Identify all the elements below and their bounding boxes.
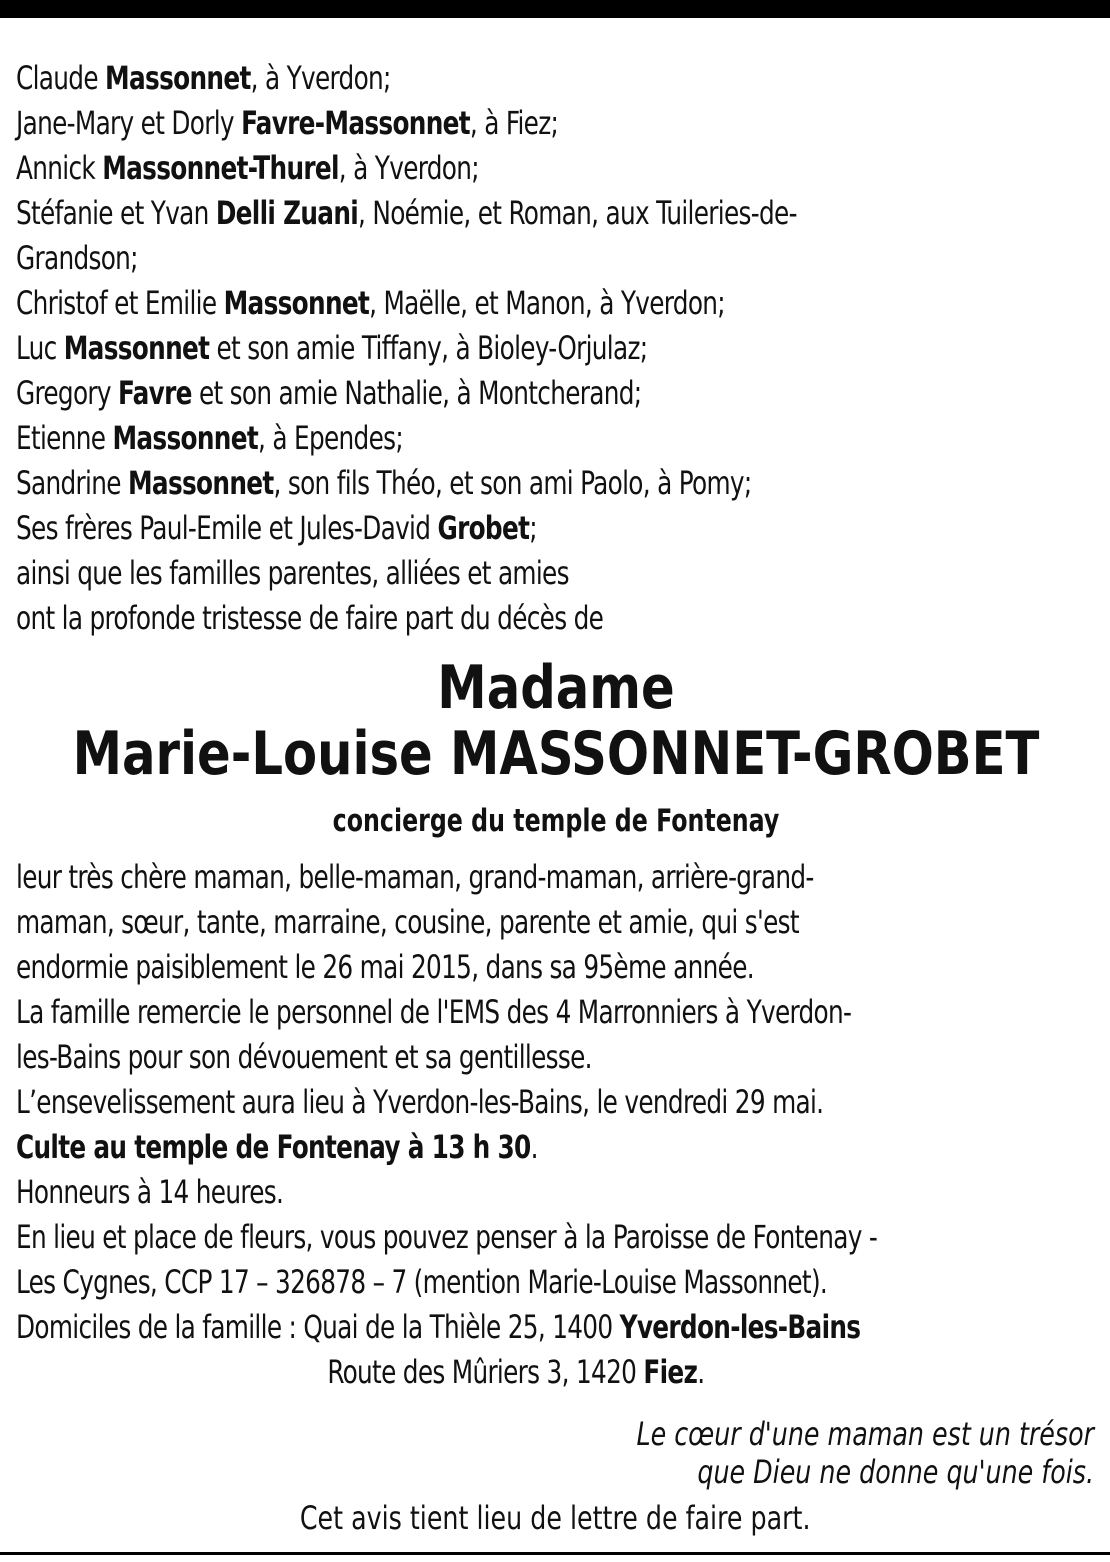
family-line bbox=[16, 596, 945, 641]
family-line bbox=[16, 461, 945, 506]
body-line bbox=[16, 855, 945, 900]
deceased-title bbox=[16, 655, 1096, 787]
emphasized-text: Massonnet bbox=[112, 419, 259, 457]
notice-body bbox=[16, 855, 1096, 1395]
text-segment: , à Fiez; bbox=[469, 104, 559, 142]
text-segment: Christof et Emilie bbox=[16, 284, 224, 322]
family-line bbox=[16, 551, 945, 596]
family-line bbox=[16, 326, 945, 371]
family-line bbox=[16, 191, 945, 236]
text-segment: , Maëlle, et Manon, à Yverdon; bbox=[369, 284, 725, 322]
top-border bbox=[0, 0, 1110, 18]
text-segment: endormie paisiblement le 26 mai 2015, dans sa 95ème année. bbox=[16, 948, 754, 986]
body-line bbox=[16, 1305, 945, 1350]
deceased-name: Marie-Louise MASSONNET-GROBET bbox=[72, 719, 1040, 789]
text-segment: , à Ependes; bbox=[258, 419, 404, 457]
text-segment: ont la profonde tristesse de faire part du décès de bbox=[16, 599, 604, 637]
deceased-role: concierge du temple de Fontenay bbox=[332, 803, 780, 839]
body-line bbox=[16, 945, 945, 990]
text-segment: Gregory bbox=[16, 374, 119, 412]
text-segment: les-Bains pour son dévouement et sa gentillesse. bbox=[16, 1038, 592, 1076]
body-line bbox=[16, 1215, 945, 1260]
emphasized-text: Massonnet-Thurel bbox=[102, 149, 339, 187]
text-segment: Domiciles de la famille : Quai de la Thièle 25, 1400 bbox=[16, 1308, 620, 1346]
text-segment: . bbox=[530, 1128, 538, 1166]
text-segment: Annick bbox=[16, 149, 103, 187]
family-line bbox=[16, 416, 945, 461]
text-segment: , à Yverdon; bbox=[250, 59, 391, 97]
text-segment: leur très chère maman, belle-maman, grand-maman, arrière-grand- bbox=[16, 858, 814, 896]
text-segment: Etienne bbox=[16, 419, 113, 457]
emphasized-text: Massonnet bbox=[105, 59, 251, 97]
text-segment: maman, sœur, tante, marraine, cousine, parente et amie, qui s'est bbox=[16, 903, 799, 941]
family-list bbox=[16, 56, 1096, 641]
body-line bbox=[16, 1350, 945, 1395]
body-line bbox=[16, 900, 945, 945]
family-line bbox=[16, 56, 945, 101]
text-segment: Jane-Mary et Dorly bbox=[16, 104, 242, 142]
emphasized-text: Favre-Massonnet bbox=[241, 104, 470, 142]
family-line bbox=[16, 101, 945, 146]
body-line bbox=[16, 1080, 945, 1125]
text-segment: et son amie Nathalie, à Montcherand; bbox=[191, 374, 642, 412]
text-segment: Stéfanie et Yvan bbox=[16, 194, 216, 232]
text-segment: Ses frères Paul-Emile et Jules-David bbox=[16, 509, 438, 547]
quote-line-1: Le cœur d'une maman est un trésor bbox=[636, 1415, 1094, 1453]
text-segment: ; bbox=[529, 509, 537, 547]
text-segment: , son fils Théo, et son ami Paolo, à Pomy; bbox=[273, 464, 752, 502]
text-segment: L’ensevelissement aura lieu à Yverdon-les-Bains, le vendredi 29 mai. bbox=[16, 1083, 824, 1121]
family-line bbox=[16, 371, 945, 416]
obituary-notice bbox=[16, 56, 1096, 1491]
text-segment: , à Yverdon; bbox=[338, 149, 479, 187]
emphasized-text: Fiez bbox=[643, 1353, 698, 1391]
text-segment: . bbox=[697, 1353, 705, 1391]
text-segment: La famille remercie le personnel de l'EMS des 4 Marronniers à Yverdon- bbox=[16, 993, 852, 1031]
footer-note: Cet avis tient lieu de lettre de faire part. bbox=[299, 1499, 811, 1537]
family-line bbox=[16, 236, 945, 281]
text-segment: ainsi que les familles parentes, alliées et amies bbox=[16, 554, 569, 592]
text-segment: En lieu et place de fleurs, vous pouvez penser à la Paroisse de Fontenay - bbox=[16, 1218, 878, 1256]
family-line bbox=[16, 506, 945, 551]
text-segment: Grandson; bbox=[16, 239, 138, 277]
body-line bbox=[16, 1260, 945, 1305]
emphasized-text: Massonnet bbox=[63, 329, 210, 367]
emphasized-text: Grobet bbox=[437, 509, 530, 547]
emphasized-text: Massonnet bbox=[127, 464, 274, 502]
honorific: Madame bbox=[437, 653, 675, 723]
bottom-border bbox=[0, 1552, 1110, 1555]
emphasized-text: Delli Zuani bbox=[215, 194, 359, 232]
emphasized-text: Yverdon-les-Bains bbox=[619, 1308, 861, 1346]
text-segment: et son amie Tiffany, à Bioley-Orjulaz; bbox=[209, 329, 648, 367]
text-segment: Claude bbox=[16, 59, 106, 97]
body-line bbox=[16, 990, 945, 1035]
closing-quote bbox=[16, 1415, 1096, 1491]
body-line bbox=[16, 1125, 945, 1170]
emphasized-text: Favre bbox=[118, 374, 192, 412]
text-segment: Luc bbox=[16, 329, 64, 367]
text-segment: Sandrine bbox=[16, 464, 128, 502]
quote-line-2: que Dieu ne donne qu'une fois. bbox=[697, 1453, 1094, 1491]
text-segment: Les Cygnes, CCP 17 – 326878 – 7 (mention Marie-Louise Massonnet). bbox=[16, 1263, 828, 1301]
family-line bbox=[16, 146, 945, 191]
family-line bbox=[16, 281, 945, 326]
text-segment: Honneurs à 14 heures. bbox=[16, 1173, 284, 1211]
text-segment: Route des Mûriers 3, 1420 bbox=[327, 1353, 644, 1391]
body-line bbox=[16, 1170, 945, 1215]
emphasized-text: Massonnet bbox=[223, 284, 370, 322]
text-segment: , Noémie, et Roman, aux Tuileries-de- bbox=[358, 194, 797, 232]
emphasized-text: Culte au temple de Fontenay à 13 h 30 bbox=[16, 1128, 531, 1166]
body-line bbox=[16, 1035, 945, 1080]
